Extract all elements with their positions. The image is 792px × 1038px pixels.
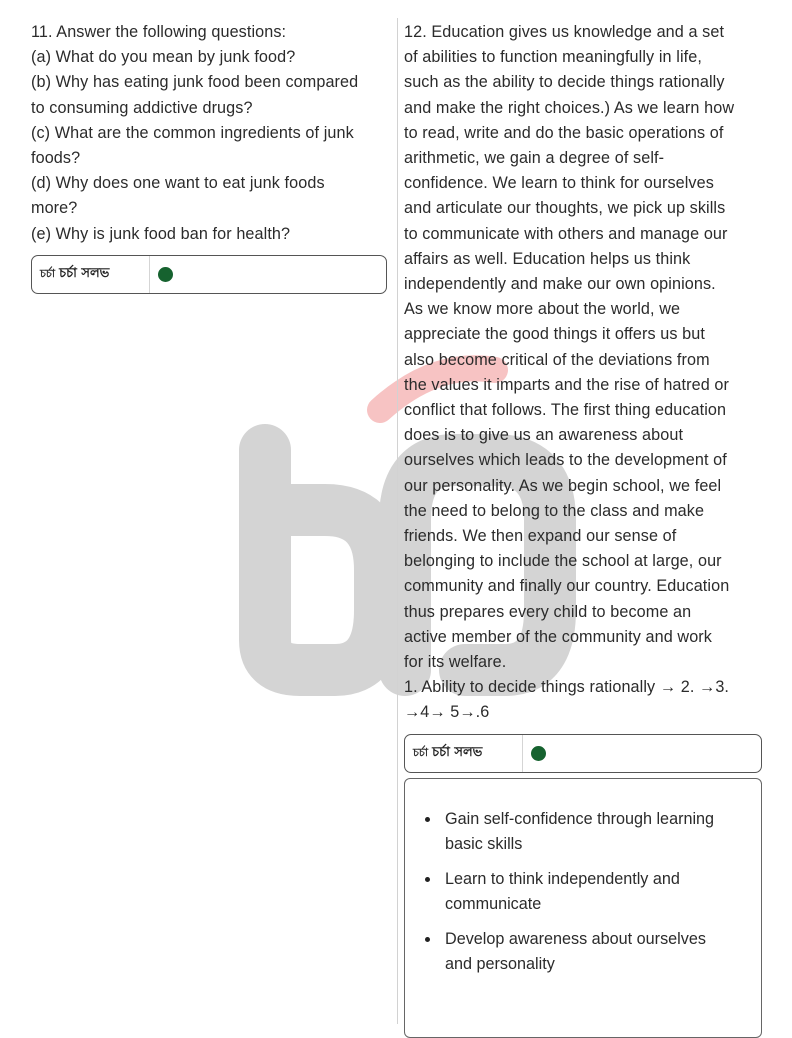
passage-line: of abilities to function meaningfully in life, — [404, 48, 702, 67]
passage-line: community and finally our country. Education — [404, 577, 730, 596]
passage-line: independently and make our own opinions. — [404, 275, 716, 294]
passage-line: arithmetic, we gain a degree of self- — [404, 149, 665, 168]
passage-line: conflict that follows. The first thing education — [404, 401, 727, 420]
brand-icon: চর্চা — [40, 266, 56, 280]
passage-line: active member of the community and work — [404, 627, 712, 646]
question-line: (e) Why is junk food ban for health? — [31, 224, 291, 243]
answer-box — [404, 778, 762, 1038]
question-line: (c) What are the common ingredients of junk — [31, 123, 354, 142]
question-11-block — [31, 20, 387, 294]
passage-line: As we know more about the world, we — [404, 300, 681, 319]
status-dot-icon — [158, 267, 173, 282]
brand-logo — [32, 256, 150, 293]
passage-line: thus prepares every child to become an — [404, 602, 692, 621]
question-12-block — [404, 20, 766, 773]
passage-line: friends. We then expand our sense of — [404, 527, 677, 546]
passage-line: appreciate the good things it offers us but — [404, 325, 705, 344]
solve-answer-bar[interactable] — [404, 734, 762, 773]
column-divider — [397, 18, 398, 1024]
status-dot-icon — [531, 746, 546, 761]
passage-line: to read, write and do the basic operations of — [404, 123, 724, 142]
passage-line: the values it imparts and the rise of hatred or — [404, 375, 730, 394]
question-line: (a) What do you mean by junk food? — [31, 48, 296, 67]
passage-line: 12. Education gives us knowledge and a set — [404, 23, 725, 41]
question-line: foods? — [31, 149, 81, 168]
list-item: Gain self-confidence through learning basic skills — [445, 807, 745, 857]
brand-label: চর্চা সলভ — [59, 265, 110, 281]
question-line: (d) Why does one want to eat junk foods — [31, 174, 325, 193]
question-line: (b) Why has eating junk food been compared — [31, 73, 359, 92]
brand-icon: চর্চা — [413, 745, 429, 759]
passage-line: our personality. As we begin school, we feel — [404, 476, 722, 495]
list-item: Learn to think independently and communicate — [445, 867, 745, 917]
passage-line: such as the ability to decide things rationally — [404, 73, 725, 92]
passage-line: also become critical of the deviations from — [404, 350, 710, 369]
brand-logo — [405, 735, 523, 772]
question-title: 11. Answer the following questions: — [31, 23, 287, 41]
passage-line: affairs as well. Education helps us think — [404, 249, 691, 268]
passage-line: belonging to include the school at large, our — [404, 552, 722, 571]
brand-label: চর্চা সলভ — [432, 744, 483, 760]
passage-line: and make the right choices.) As we learn how — [404, 98, 735, 117]
passage-line: to communicate with others and manage our — [404, 224, 728, 243]
sequence-line: →4→ 5→.6 — [404, 703, 490, 722]
solve-answer-bar[interactable] — [31, 255, 387, 294]
sequence-line: 1. Ability to decide things rationally → 2. →3. — [404, 678, 730, 697]
passage-line: ourselves which leads to the development of — [404, 451, 727, 470]
passage-line: and articulate our thoughts, we pick up skills — [404, 199, 726, 218]
passage-line: for its welfare. — [404, 653, 507, 672]
question-line: more? — [31, 199, 78, 218]
list-item: Develop awareness about ourselves and personality — [445, 927, 745, 977]
passage-line: does is to give us an awareness about — [404, 426, 684, 445]
passage-line: the need to belong to the class and make — [404, 501, 705, 520]
question-line: to consuming addictive drugs? — [31, 98, 253, 117]
passage-line: confidence. We learn to think for ourselves — [404, 174, 714, 193]
